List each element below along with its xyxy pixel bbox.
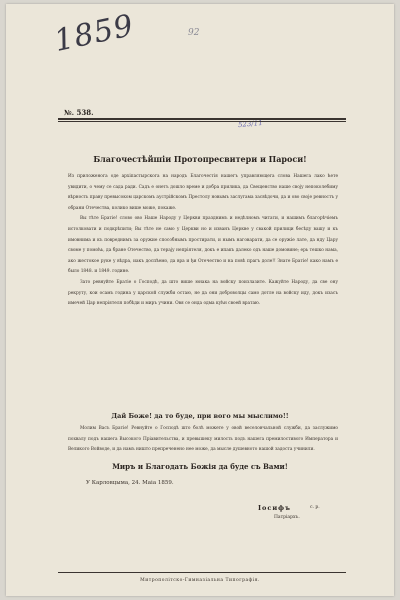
signature-title: Патрiархъ. xyxy=(274,515,300,520)
handwritten-corner-mark: 92 xyxy=(188,28,200,38)
footer-rule xyxy=(58,572,346,573)
document-body-closing xyxy=(68,424,338,456)
blessing-line: Миръ и Благодать Божiя да буде съ Вами! xyxy=(112,462,288,471)
document-sheet xyxy=(6,4,394,596)
paragraph: Зато ревнуйте Братiе о Господѣ, да што више юнака на войску поизлазите. Кажуйте Народу, да све ону рекруту, кои осамъ година у царской служби остаю, не да они доброволцы само дотле на войску иду, докъ изасъ имечей Цар непрiятеля побѣди и миръ учини. Овя се онда одма кућн своей вратаю. xyxy=(68,279,338,307)
document-title: Благочестѣйшiи Протопресвитери и Пароси! xyxy=(93,154,307,164)
place-date: У Карловцыма, 24. Маiа 1859. xyxy=(86,480,174,486)
signature-suffix: с. р. xyxy=(310,505,320,510)
document-number: №. 538. xyxy=(64,108,94,117)
top-rule xyxy=(58,118,346,120)
document-body xyxy=(68,172,338,310)
paragraph: Из приложенога оде архiпастырскога на народъ Благочестiя нашегъ управляющега слова Нашега лако ћете увидити, о чему се сада ради. Садъ е онетъ дошло време и добра прилика, да Свещенство наше своју непоколебиму вѣрность праву превысоком царскомъ аустрiйскомъ Престолу новымъ заслугама засвѣдочи, да и ово своје ревностъ у обрани Отечества, колико више може, покаже. xyxy=(68,174,338,211)
signature-name: Iосифъ xyxy=(258,504,292,512)
paragraph: Молим Васъ Братiе! Ревнуйте о Господѣ што болѣ можете у овой веселовчальной служби, да заслужимо похвалу подъ нашега Высокого Прiавительства, и превышеку милость подъ нашега премилостивого Императора и Великого Войводе, и да намъ ништо препреченено нее може, да мысле душевното нашой задоста учинили. xyxy=(68,426,338,453)
paragraph: Вы тѣте Братiе! слово ово Наше Народу у Церкви празднимъ и недѣлномъ читати, и нашимъ благорѣчiемъ истолковати и подкрѣпити; Вы тѣте не само у Церкви но и изванъ Церкве у свакой прилици бесѣду вашу и къ имовнима и къ повреднимъ за оружиe способнымъ простирати, и нымъ наговарати, да се оружiе латe, да нду Цару своме у помоћь, да бране Отечество, да терају непрiятеля, докъ е ипакъ далеко одъ наше домовине; ерь тешко нама, ако жестокое руке у вѣдра, иакъ доспѣемо, да вра и ђи Отечество и на повѣ прагъ доле!! Знате Братiе! како намъ е было 1848. и 1849. године. xyxy=(68,216,338,275)
exclamation-line: Дай Боже! да то буде, при вого мы мыслимо!! xyxy=(111,412,289,420)
top-rule-thin xyxy=(58,121,346,122)
printer-footer: Митрополiтско-Гимназiальна Типографiя. xyxy=(140,578,260,583)
handwritten-year: 1859 xyxy=(51,8,138,59)
handwritten-archive-mark: 523/11 xyxy=(237,118,263,130)
